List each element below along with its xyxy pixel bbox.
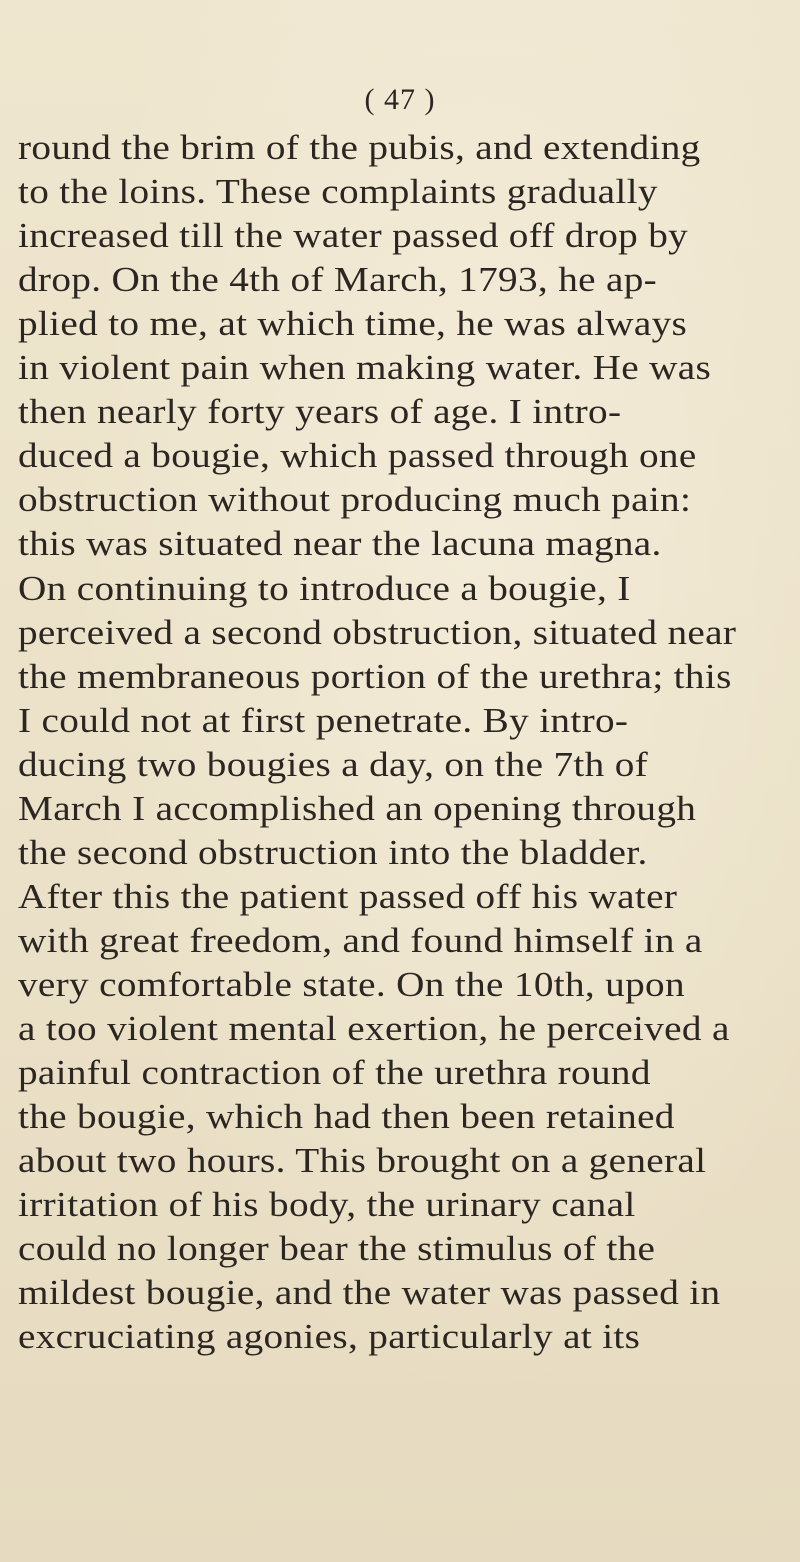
text-line: irritation of his body, the urinary canal [18, 1185, 636, 1225]
text-line: March I accomplished an opening through [18, 788, 697, 828]
text-line: the second obstruction into the bladder. [18, 832, 648, 872]
text-line: the membraneous portion of the urethra; this [18, 656, 732, 696]
text-line: drop. On the 4th of March, 1793, he ap- [18, 260, 658, 300]
text-line: I could not at first penetrate. By intro- [18, 700, 629, 740]
text-line: plied to me, at which time, he was always [18, 304, 688, 344]
text-line: round the brim of the pubis, and extending [18, 128, 701, 167]
text-line: to the loins. These complaints gradually [18, 172, 658, 212]
text-line: excruciating agonies, particularly at its [18, 1317, 641, 1357]
text-line: the bougie, which had then been retained [18, 1097, 675, 1137]
text-line: increased till the water passed off drop by [18, 216, 689, 256]
text-line: about two hours. This brought on a general [18, 1141, 707, 1181]
text-line: could no longer bear the stimulus of the [18, 1229, 656, 1269]
text-line: with great freedom, and found himself in a [18, 920, 703, 960]
text-line: mildest bougie, and the water was passed in [18, 1273, 721, 1313]
text-line: After this the patient passed off his water [18, 876, 678, 916]
text-line: ducing two bougies a day, on the 7th of [18, 744, 649, 784]
text-line: duced a bougie, which passed through one [18, 436, 697, 476]
text-line: this was situated near the lacuna magna. [18, 524, 662, 564]
text-line: very comfortable state. On the 10th, upon [18, 964, 685, 1004]
text-line: a too violent mental exertion, he perceived a [18, 1009, 730, 1048]
text-line: in violent pain when making water. He was [18, 348, 712, 388]
text-line: then nearly forty years of age. I intro- [18, 392, 622, 432]
text-line: obstruction without producing much pain: [18, 480, 692, 520]
text-line: painful contraction of the urethra round [18, 1053, 651, 1093]
page-number: ( 47 ) [364, 83, 436, 116]
text-line: perceived a second obstruction, situated near [18, 612, 737, 652]
text-line: On continuing to introduce a bougie, I [18, 568, 631, 608]
